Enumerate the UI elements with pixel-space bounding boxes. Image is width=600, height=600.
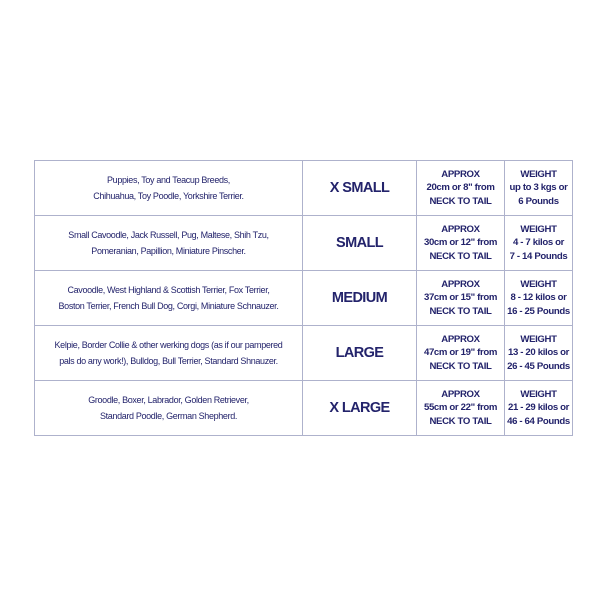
weight-heading: WEIGHT bbox=[520, 223, 557, 235]
length-reference: NECK TO TAIL bbox=[429, 250, 492, 262]
weight-cell bbox=[505, 161, 573, 216]
size-label: X LARGE bbox=[303, 381, 417, 436]
breeds-line: Kelpie, Border Collie & other werking dogs (as if our pampered bbox=[54, 340, 283, 350]
dog-size-chart bbox=[34, 160, 573, 436]
breeds-line: pals do any work!), Bulldog, Bull Terrier, Standard Shnauzer. bbox=[59, 356, 278, 366]
weight-pounds: 6 Pounds bbox=[518, 195, 559, 207]
weight-pounds: 7 - 14 Pounds bbox=[509, 250, 568, 262]
size-label: X SMALL bbox=[303, 161, 417, 216]
size-row-x-large bbox=[35, 381, 573, 436]
length-reference: NECK TO TAIL bbox=[429, 195, 492, 207]
breeds-line: Small Cavoodle, Jack Russell, Pug, Maltese, Shih Tzu, bbox=[68, 230, 269, 240]
weight-heading: WEIGHT bbox=[520, 278, 557, 290]
length-heading: APPROX bbox=[441, 333, 480, 345]
length-reference: NECK TO TAIL bbox=[429, 415, 492, 427]
length-heading: APPROX bbox=[441, 223, 480, 235]
weight-pounds: 26 - 45 Pounds bbox=[507, 360, 570, 372]
weight-kilos: up to 3 kgs or bbox=[509, 182, 568, 194]
weight-cell bbox=[505, 271, 573, 326]
weight-heading: WEIGHT bbox=[520, 333, 557, 345]
length-heading: APPROX bbox=[441, 278, 480, 290]
breeds-cell bbox=[35, 161, 303, 216]
size-row-small bbox=[35, 216, 573, 271]
weight-heading: WEIGHT bbox=[520, 388, 557, 400]
weight-pounds: 16 - 25 Pounds bbox=[507, 305, 570, 317]
breeds-line: Cavoodle, West Highland & Scottish Terrier, Fox Terrier, bbox=[67, 285, 270, 295]
length-cell bbox=[417, 161, 505, 216]
weight-pounds: 46 - 64 Pounds bbox=[507, 415, 570, 427]
weight-cell bbox=[505, 216, 573, 271]
length-cell bbox=[417, 326, 505, 381]
breeds-line: Boston Terrier, French Bull Dog, Corgi, Miniature Schnauzer. bbox=[58, 301, 279, 311]
weight-cell bbox=[505, 381, 573, 436]
weight-kilos: 8 - 12 kilos or bbox=[510, 292, 567, 304]
length-heading: APPROX bbox=[441, 388, 480, 400]
breeds-cell bbox=[35, 271, 303, 326]
length-reference: NECK TO TAIL bbox=[429, 305, 492, 317]
weight-cell bbox=[505, 326, 573, 381]
weight-kilos: 21 - 29 kilos or bbox=[507, 402, 570, 414]
size-label: LARGE bbox=[303, 326, 417, 381]
breeds-cell bbox=[35, 216, 303, 271]
weight-kilos: 13 - 20 kilos or bbox=[507, 347, 570, 359]
length-cell bbox=[417, 216, 505, 271]
length-value: 55cm or 22" from bbox=[423, 402, 498, 414]
size-label: SMALL bbox=[303, 216, 417, 271]
length-value: 37cm or 15" from bbox=[423, 292, 498, 304]
breeds-line: Standard Poodle, German Shepherd. bbox=[99, 411, 238, 421]
breeds-line: Puppies, Toy and Teacup Breeds, bbox=[107, 175, 230, 185]
size-row-medium bbox=[35, 271, 573, 326]
length-heading: APPROX bbox=[441, 168, 480, 180]
breeds-cell bbox=[35, 381, 303, 436]
length-reference: NECK TO TAIL bbox=[429, 360, 492, 372]
breeds-line: Pomeranian, Papillion, Miniature Pinscher. bbox=[91, 246, 246, 256]
size-label: MEDIUM bbox=[303, 271, 417, 326]
length-value: 30cm or 12" from bbox=[423, 237, 498, 249]
breeds-line: Groodle, Boxer, Labrador, Golden Retriever, bbox=[88, 395, 249, 405]
size-row-large bbox=[35, 326, 573, 381]
breeds-line: Chihuahua, Toy Poodle, Yorkshire Terrier. bbox=[93, 191, 244, 201]
length-value: 20cm or 8" from bbox=[426, 182, 495, 194]
length-cell bbox=[417, 381, 505, 436]
breeds-cell bbox=[35, 326, 303, 381]
weight-kilos: 4 - 7 kilos or bbox=[512, 237, 565, 249]
length-cell bbox=[417, 271, 505, 326]
length-value: 47cm or 19" from bbox=[423, 347, 498, 359]
size-row-x-small bbox=[35, 161, 573, 216]
weight-heading: WEIGHT bbox=[520, 168, 557, 180]
